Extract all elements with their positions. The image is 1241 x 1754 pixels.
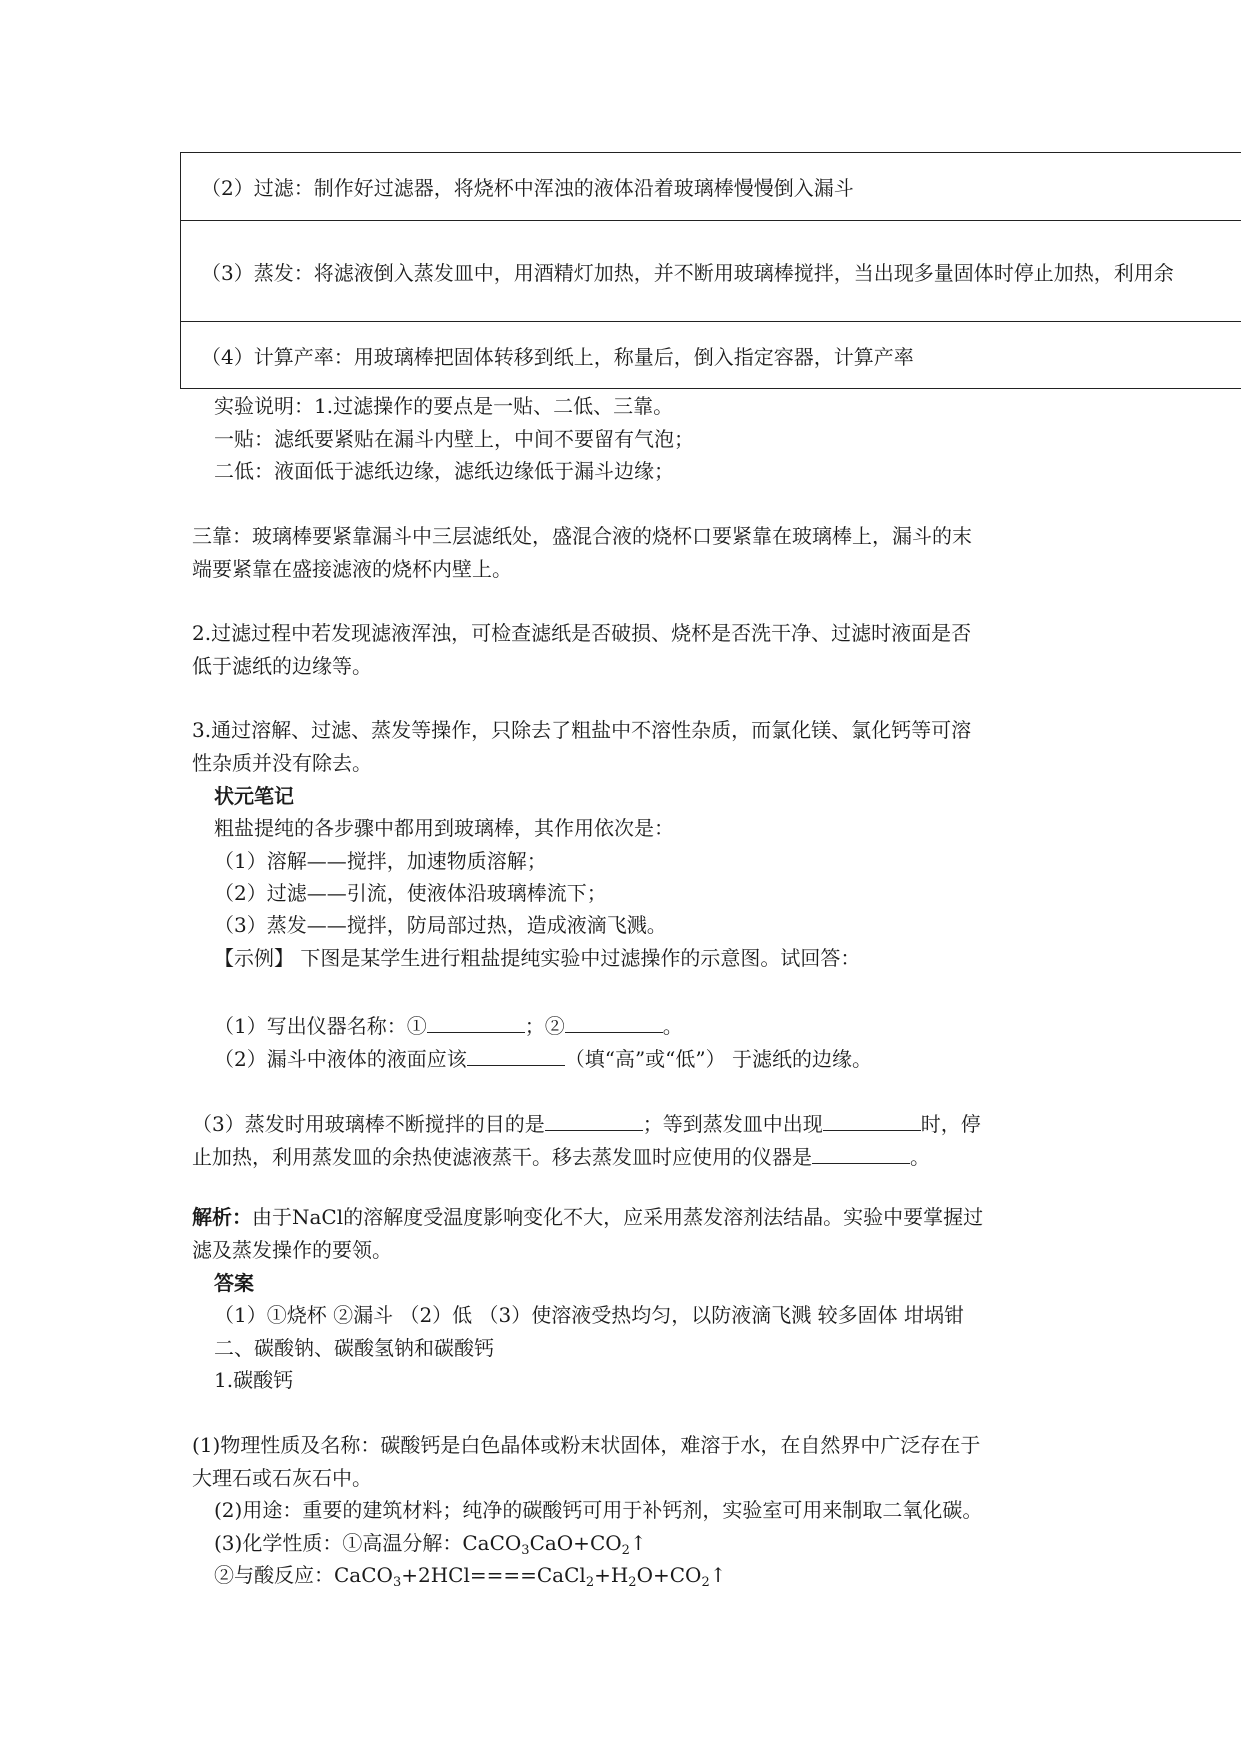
calcium-carbonate-properties-line1: (1)物理性质及名称：碳酸钙是白色晶体或粉末状固体，难溶于水，在自然界中广泛存在于 bbox=[192, 1433, 981, 1457]
answer-text: （1）①烧杯 ②漏斗 （2）低 （3）使溶液受热均匀，以防液滴飞溅 较多固体 坩埚钳 bbox=[214, 1303, 964, 1327]
section-title: 二、碳酸钠、碳酸氢钠和碳酸钙 bbox=[214, 1336, 494, 1360]
note-sankao-line1: 三靠：玻璃棒要紧靠漏斗中三层滤纸处，盛混合液的烧杯口要紧靠在玻璃棒上，漏斗的末 bbox=[192, 524, 972, 548]
table-cell: （4）计算产率：用玻璃棒把固体转移到纸上，称量后，倒入指定容器，计算产率 bbox=[201, 344, 914, 369]
answer-blank bbox=[427, 1010, 525, 1033]
example-question-3-line2: 止加热，利用蒸发皿的余热使滤液蒸干。移去蒸发皿时应使用的仪器是 。 bbox=[192, 1141, 930, 1169]
answer-label: 答案 bbox=[214, 1271, 254, 1295]
answer-blank bbox=[823, 1108, 921, 1131]
table-row bbox=[181, 153, 1241, 221]
subsection-title: 1.碳酸钙 bbox=[214, 1368, 294, 1392]
table-row bbox=[181, 221, 1241, 322]
answer-blank bbox=[812, 1141, 910, 1164]
chemical-formula: $CaCO_3+2HCl====CaCl_2+H_2O+CO_2↑$ bbox=[334, 1563, 727, 1590]
answer-blank bbox=[467, 1043, 565, 1066]
calcium-carbonate-decomposition: (3)化学性质：①高温分解：$CaCO_3CaO+CO_2↑$ bbox=[214, 1531, 647, 1558]
zhuangyuan-item: （3）蒸发——搅拌，防局部过热，造成液滴飞溅。 bbox=[214, 913, 667, 937]
table-row bbox=[181, 322, 1241, 389]
answer-blank bbox=[545, 1108, 643, 1131]
note-yitie: 一贴：滤纸要紧贴在漏斗内壁上，中间不要留有气泡； bbox=[214, 427, 694, 451]
note-3-line2: 性杂质并没有除去。 bbox=[192, 751, 372, 775]
calcium-carbonate-properties-line2: 大理石或石灰石中。 bbox=[192, 1466, 372, 1490]
note-sankao-line2: 端要紧靠在盛接滤液的烧杯内壁上。 bbox=[192, 557, 512, 581]
calcium-carbonate-uses: (2)用途：重要的建筑材料；纯净的碳酸钙可用于补钙剂，实验室可用来制取二氧化碳。 bbox=[214, 1498, 983, 1522]
example-question-3-line1: （3）蒸发时用玻璃棒不断搅拌的目的是 ；等到蒸发皿中出现 时，停 bbox=[192, 1108, 981, 1136]
zhuangyuan-item: （1）溶解——搅拌，加速物质溶解； bbox=[214, 849, 547, 873]
analysis-line1: 解析：由于NaCl的溶解度受温度影响变化不大，应采用蒸发溶剂法结晶。实验中要掌握过 bbox=[192, 1205, 984, 1229]
calcium-carbonate-acid-reaction: ②与酸反应：$CaCO_3+2HCl====CaCl_2+H_2O+CO_2↑$ bbox=[214, 1563, 727, 1590]
note-3-line1: 3.通过溶解、过滤、蒸发等操作，只除去了粗盐中不溶性杂质，而氯化镁、氯化钙等可溶 bbox=[192, 718, 972, 742]
example-question-1: （1）写出仪器名称：① ；② 。 bbox=[214, 1010, 683, 1038]
answer-blank bbox=[565, 1010, 663, 1033]
chemical-formula: $CaCO_3CaO+CO_2↑$ bbox=[462, 1531, 647, 1558]
example-prompt: 【示例】 下图是某学生进行粗盐提纯实验中过滤操作的示意图。试回答： bbox=[214, 946, 861, 970]
example-question-2: （2）漏斗中液体的液面应该 （填“高”或“低”） 于滤纸的边缘。 bbox=[214, 1043, 872, 1071]
table-cell: （3）蒸发：将滤液倒入蒸发皿中，用酒精灯加热，并不断用玻璃棒搅拌，当出现多量固体时停止加热，利用余 bbox=[201, 260, 1174, 285]
zhuangyuan-heading: 状元笔记 bbox=[214, 784, 294, 808]
zhuangyuan-item: （2）过滤——引流，使液体沿玻璃棒流下； bbox=[214, 881, 607, 905]
note-2-line1: 2.过滤过程中若发现滤液浑浊，可检查滤纸是否破损、烧杯是否洗干净、过滤时液面是否 bbox=[192, 621, 972, 645]
note-erdi: 二低：液面低于滤纸边缘，滤纸边缘低于漏斗边缘； bbox=[214, 459, 674, 483]
analysis-label: 解析： bbox=[192, 1205, 252, 1229]
zhuangyuan-intro: 粗盐提纯的各步骤中都用到玻璃棒，其作用依次是： bbox=[214, 816, 674, 840]
notes-intro: 实验说明：1.过滤操作的要点是一贴、二低、三靠。 bbox=[214, 394, 674, 418]
analysis-line2: 滤及蒸发操作的要领。 bbox=[192, 1238, 392, 1262]
note-2-line2: 低于滤纸的边缘等。 bbox=[192, 654, 372, 678]
steps-table bbox=[180, 152, 1241, 389]
table-cell: （2）过滤：制作好过滤器，将烧杯中浑浊的液体沿着玻璃棒慢慢倒入漏斗 bbox=[201, 176, 854, 200]
